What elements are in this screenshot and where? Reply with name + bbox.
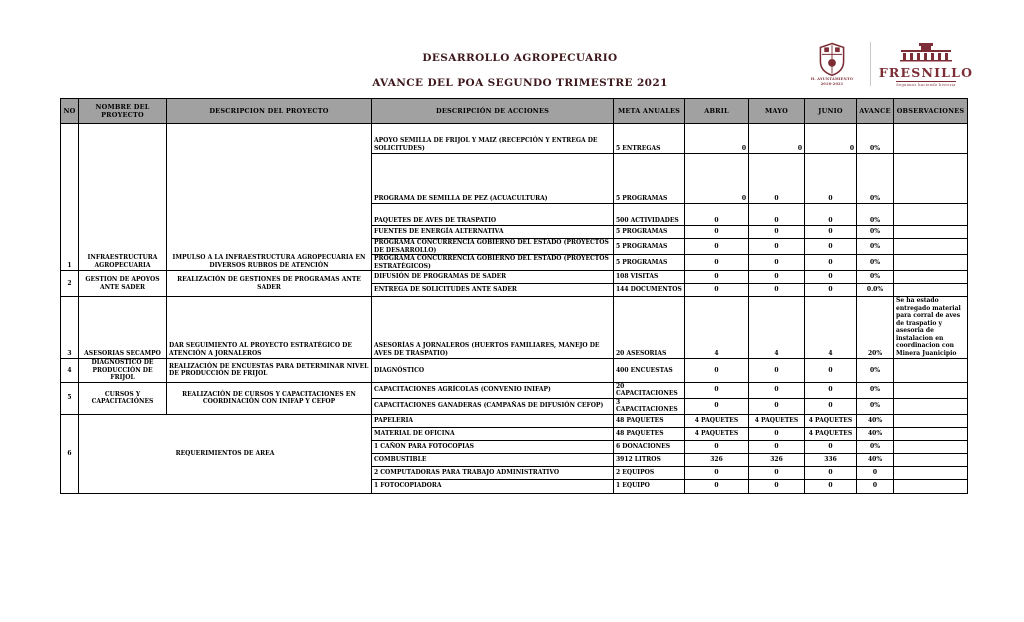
cell-no: 6: [61, 414, 79, 493]
cell-project-name: INFRAESTRUCTURA AGROPECUARIA: [79, 124, 167, 271]
cell-mayo: 0: [749, 382, 805, 398]
crest-caption-line1: H. AYUNTAMIENTO: [810, 77, 854, 82]
cell-project-desc: IMPULSO A LA INFRAESTRUCTURA AGROPECUARIA EN DIVERSOS RUBROS DE ATENCIÓN: [167, 124, 372, 271]
cell-meta: 3912 LITROS: [614, 453, 685, 466]
cell-junio: 4 PAQUETES: [805, 414, 857, 427]
table-row: [61, 382, 968, 398]
cell-meta: 400 ENCUESTAS: [614, 359, 685, 383]
cell-abril: 0: [685, 226, 749, 239]
cell-meta: 108 VISITAS: [614, 271, 685, 284]
crest-caption-line2: 2018-2021: [820, 81, 844, 86]
cell-avance: 0%: [857, 204, 894, 226]
cell-meta: 3 CAPACITACIONES: [614, 398, 685, 414]
report-table: [60, 98, 968, 494]
cell-observaciones: [894, 453, 968, 466]
cell-abril: 0: [685, 124, 749, 154]
cell-avance: 40%: [857, 414, 894, 427]
cell-meta: 144 DOCUMENTOS: [614, 284, 685, 297]
cell-junio: 0: [805, 466, 857, 479]
cell-avance: 0: [857, 479, 894, 493]
cell-junio: 0: [805, 398, 857, 414]
cell-avance: 0%: [857, 255, 894, 271]
cell-meta: 5 ENTREGAS: [614, 124, 685, 154]
cell-abril: 0: [685, 440, 749, 453]
cell-mayo: 0: [749, 239, 805, 255]
cell-meta: 1 EQUIPO: [614, 479, 685, 493]
page-title: DESARROLLO AGROPECUARIO: [422, 52, 618, 64]
cell-mayo: 0: [749, 204, 805, 226]
cell-project-name: GESTION DE APOYOS ANTE SADER: [79, 271, 167, 297]
cell-observaciones: [894, 124, 968, 154]
table-row: [61, 297, 968, 359]
fresnillo-logo: [880, 42, 972, 87]
cell-junio: 0: [805, 239, 857, 255]
cell-meta: 6 DONACIONES: [614, 440, 685, 453]
cell-mayo: 0: [749, 255, 805, 271]
cell-avance: 0.0%: [857, 284, 894, 297]
cell-avance: 40%: [857, 427, 894, 440]
cell-junio: 0: [805, 271, 857, 284]
page-subtitle: AVANCE DEL POA SEGUNDO TRIMESTRE 2021: [372, 77, 668, 89]
building-icon: [897, 42, 955, 66]
cell-observaciones: [894, 414, 968, 427]
cell-abril: 0: [685, 398, 749, 414]
cell-action: DIFUSIÓN DE PROGRAMAS DE SADER: [372, 271, 614, 284]
cell-meta: 20 CAPACITACIONES: [614, 382, 685, 398]
cell-observaciones: [894, 440, 968, 453]
cell-avance: 0%: [857, 359, 894, 383]
cell-mayo: 0: [749, 427, 805, 440]
cell-junio: 4: [805, 297, 857, 359]
cell-project-desc: REALIZACIÓN DE ENCUESTAS PARA DETERMINAR NIVEL DE PRODUCCIÓN DE FRIJOL: [167, 359, 372, 383]
cell-mayo: 0: [749, 479, 805, 493]
table-row: [61, 124, 968, 154]
cell-avance: 0%: [857, 271, 894, 284]
cell-no: 3: [61, 297, 79, 359]
cell-junio: 0: [805, 382, 857, 398]
cell-action: PAQUETES DE AVES DE TRASPATIO: [372, 204, 614, 226]
cell-action: COMBUSTIBLE: [372, 453, 614, 466]
cell-abril: 4 PAQUETES: [685, 414, 749, 427]
cell-action: 1 CAÑON PARA FOTOCOPIAS: [372, 440, 614, 453]
cell-observaciones: [894, 271, 968, 284]
cell-observaciones: [894, 398, 968, 414]
cell-no: 4: [61, 359, 79, 383]
column-header-junio: JUNIO: [805, 99, 857, 124]
cell-meta: 500 ACTIVIDADES: [614, 204, 685, 226]
cell-action: FUENTES DE ENERGÍA ALTERNATIVA: [372, 226, 614, 239]
cell-mayo: 0: [749, 284, 805, 297]
cell-mayo: 0: [749, 124, 805, 154]
cell-junio: 0: [805, 255, 857, 271]
cell-junio: 4 PAQUETES: [805, 427, 857, 440]
cell-observaciones: [894, 284, 968, 297]
cell-project-name: ASESORIAS SECAMPO: [79, 297, 167, 359]
cell-abril: 326: [685, 453, 749, 466]
cell-junio: 0: [805, 359, 857, 383]
cell-abril: 0: [685, 382, 749, 398]
cell-project-desc: REALIZACIÓN DE GESTIONES DE PROGRAMAS ANTE SADER: [167, 271, 372, 297]
cell-avance: 40%: [857, 453, 894, 466]
cell-abril: 0: [685, 271, 749, 284]
cell-abril: 0: [685, 204, 749, 226]
cell-observaciones: [894, 359, 968, 383]
cell-junio: 0: [805, 479, 857, 493]
column-header-avance: AVANCE: [857, 99, 894, 124]
cell-action: 1 FOTOCOPIADORA: [372, 479, 614, 493]
cell-observaciones: [894, 204, 968, 226]
cell-junio: 0: [805, 284, 857, 297]
fresnillo-tagline: Seguimos haciendo historia: [896, 82, 956, 87]
cell-abril: 0: [685, 466, 749, 479]
cell-mayo: 0: [749, 440, 805, 453]
column-header-descripcion-de-acciones: DESCRIPCIÓN DE ACCIONES: [372, 99, 614, 124]
cell-meta: 48 PAQUETES: [614, 414, 685, 427]
cell-observaciones: [894, 479, 968, 493]
cell-mayo: 0: [749, 154, 805, 204]
cell-avance: 0%: [857, 226, 894, 239]
cell-action: PROGRAMA DE SEMILLA DE PEZ (ACUACULTURA): [372, 154, 614, 204]
column-header-meta-anuales: META ANUALES: [614, 99, 685, 124]
cell-observaciones: [894, 466, 968, 479]
cell-abril: 0: [685, 359, 749, 383]
cell-abril: 0: [685, 284, 749, 297]
cell-no: 1: [61, 124, 79, 271]
cell-observaciones: [894, 154, 968, 204]
cell-action: PAPELERIA: [372, 414, 614, 427]
cell-abril: 0: [685, 154, 749, 204]
cell-abril: 0: [685, 255, 749, 271]
cell-mayo: 0: [749, 271, 805, 284]
cell-avance: 0%: [857, 124, 894, 154]
cell-action: 2 COMPUTADORAS PARA TRABAJO ADMINISTRATIVO: [372, 466, 614, 479]
cell-meta: 48 PAQUETES: [614, 427, 685, 440]
cell-junio: 0: [805, 154, 857, 204]
cell-action: ASESORÍAS A JORNALEROS (HUERTOS FAMILIARES, MANEJO DE AVES DE TRASPATIO): [372, 297, 614, 359]
cell-action: ENTREGA DE SOLICITUDES ANTE SADER: [372, 284, 614, 297]
column-header-nombre-del-proyecto: NOMBRE DEL PROYECTO: [79, 99, 167, 124]
cell-action: PROGRAMA CONCURRENCIA GOBIERNO DEL ESTADO (PROYECTOS ESTRATÉGICOS): [372, 255, 614, 271]
cell-meta: 5 PROGRAMAS: [614, 255, 685, 271]
cell-observaciones: [894, 255, 968, 271]
cell-project-name: DIAGNOSTICO DE PRODUCCIÓN DE FRIJOL: [79, 359, 167, 383]
fresnillo-wordmark: FRESNILLO: [878, 65, 974, 80]
column-header-descripcion-del-proyecto: DESCRIPCION DEL PROYECTO: [167, 99, 372, 124]
cell-avance: 0%: [857, 154, 894, 204]
logo-area: [803, 42, 972, 87]
table-row: [61, 414, 968, 427]
cell-avance: 20%: [857, 297, 894, 359]
cell-abril: 0: [685, 239, 749, 255]
cell-mayo: 0: [749, 398, 805, 414]
cell-meta: 2 EQUIPOS: [614, 466, 685, 479]
cell-meta: 20 ASESORIAS: [614, 297, 685, 359]
column-header-mayo: MAYO: [749, 99, 805, 124]
cell-observaciones: Se ha estado entregado material para corral de aves de traspatio y asesoria de instalacion en coordinacion con Minera Juanicipio: [894, 297, 968, 359]
cell-mayo: 4 PAQUETES: [749, 414, 805, 427]
cell-no: 2: [61, 271, 79, 297]
cell-project-name: CURSOS Y CAPACITACIÓNES: [79, 382, 167, 414]
cell-mayo: 0: [749, 466, 805, 479]
cell-mayo: 0: [749, 359, 805, 383]
cell-junio: 0: [805, 204, 857, 226]
cell-meta: 5 PROGRAMAS: [614, 239, 685, 255]
cell-observaciones: [894, 427, 968, 440]
cell-junio: 336: [805, 453, 857, 466]
cell-action: APOYO SEMILLA DE FRIJOL Y MAIZ (RECEPCIÓN Y ENTREGA DE SOLICITUDES): [372, 124, 614, 154]
cell-avance: 0%: [857, 382, 894, 398]
cell-project-desc: DAR SEGUIMIENTO AL PROYECTO ESTRATÉGICO DE ATENCIÓN A JORNALEROS: [167, 297, 372, 359]
cell-mayo: 326: [749, 453, 805, 466]
cell-junio: 0: [805, 440, 857, 453]
cell-action: MATERIAL DE OFICINA: [372, 427, 614, 440]
cell-project-desc: REALIZACIÓN DE CURSOS Y CAPACITACIONES EN COORDINACIÓN CON INIFAP Y CEFOP: [167, 382, 372, 414]
header-row: [61, 99, 968, 124]
cell-meta: 5 PROGRAMAS: [614, 154, 685, 204]
cell-action: CAPACITACIONES GANADERAS (CAMPAÑAS DE DIFUSIÓN CEFOP): [372, 398, 614, 414]
cell-abril: 4: [685, 297, 749, 359]
table-row: [61, 359, 968, 383]
crest-shield-icon: [817, 42, 847, 76]
cell-avance: 0%: [857, 398, 894, 414]
cell-avance: 0%: [857, 440, 894, 453]
cell-observaciones: [894, 382, 968, 398]
column-header-abril: ABRIL: [685, 99, 749, 124]
cell-observaciones: [894, 239, 968, 255]
cell-no: 5: [61, 382, 79, 414]
cell-action: CAPACITACIONES AGRÍCOLAS (CONVENIO INIFAP): [372, 382, 614, 398]
cell-avance: 0%: [857, 239, 894, 255]
cell-mayo: 4: [749, 297, 805, 359]
cell-project-name: REQUERIMIENTOS DE AREA: [79, 414, 372, 493]
column-header-no: NO: [61, 99, 79, 124]
cell-observaciones: [894, 226, 968, 239]
ayuntamiento-crest-logo: [803, 42, 861, 86]
cell-junio: 0: [805, 124, 857, 154]
cell-abril: 0: [685, 479, 749, 493]
cell-avance: 0: [857, 466, 894, 479]
cell-action: DIAGNÓSTICO: [372, 359, 614, 383]
cell-action: PROGRAMA CONCURRENCIA GOBIERNO DEL ESTADO (PROYECTOS DE DESARROLLO): [372, 239, 614, 255]
cell-mayo: 0: [749, 226, 805, 239]
column-header-observaciones: OBSERVACIONES: [894, 99, 968, 124]
cell-meta: 5 PROGRAMAS: [614, 226, 685, 239]
cell-junio: 0: [805, 226, 857, 239]
table-row: [61, 271, 968, 284]
logo-divider: [870, 42, 871, 86]
cell-abril: 4 PAQUETES: [685, 427, 749, 440]
